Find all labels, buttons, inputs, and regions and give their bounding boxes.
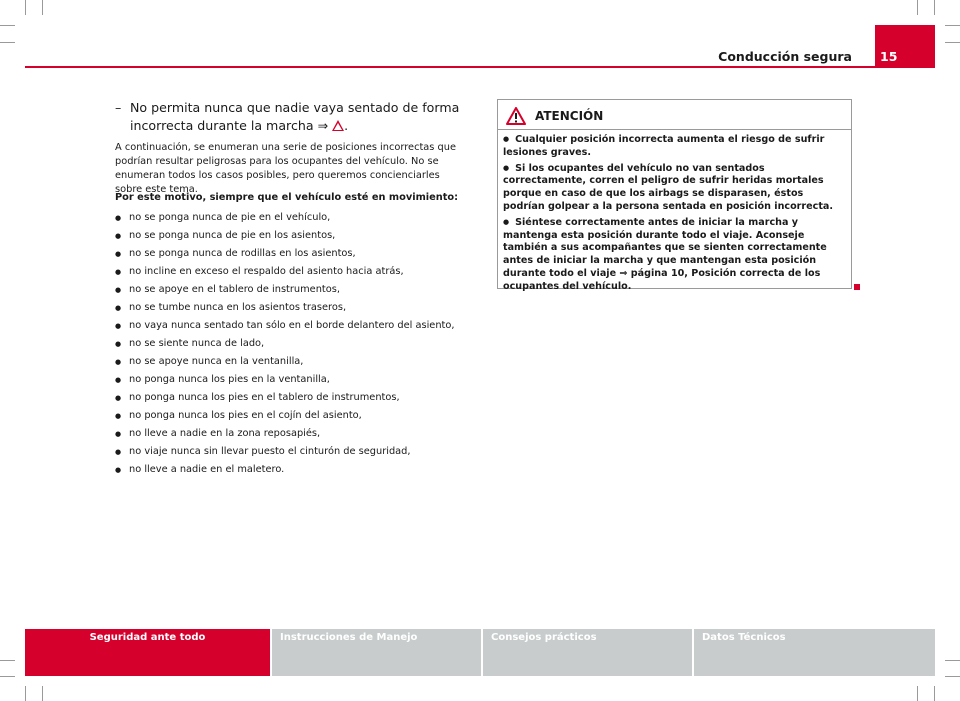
list-item: ● no se ponga nunca de pie en el vehículo, — [115, 209, 465, 227]
footer-navigation — [25, 629, 935, 676]
crop-mark — [0, 660, 15, 661]
crop-mark — [0, 676, 15, 677]
tab-seguridad[interactable] — [25, 629, 270, 676]
warning-box — [497, 99, 852, 292]
list-item: ● no lleve a nadie en el maletero. — [115, 461, 465, 479]
warning-item-text: Si los ocupantes del vehículo no van sentados correctamente, corren el peligro de sufrir heridas mortales porque en caso de que los airbags se disparasen, éstos podrían golpear a la persona sentada en posición incorrecta. — [503, 162, 834, 212]
position-list — [115, 209, 465, 479]
bullet-icon: ● — [503, 135, 510, 143]
crop-mark — [42, 0, 43, 15]
warning-item-text: Siéntese correctamente antes de iniciar la marcha y mantenga esta posición durante todo el viaje. Aconseje también a sus acompañantes que se sienten correctamente antes de iniciar la marcha y que mantengan esta posición durante todo el viaje ⇒ página 10, Posición correcta de los ocupantes del vehículo. — [503, 216, 827, 292]
list-item: ● no vaya nunca sentado tan sólo en el borde delantero del asiento, — [115, 317, 465, 335]
crop-mark — [0, 25, 15, 26]
list-item: ● no viaje nunca sin llevar puesto el cinturón de seguridad, — [115, 443, 465, 461]
crop-mark — [934, 0, 935, 15]
tab-datos[interactable] — [694, 629, 935, 676]
tab-label: Instrucciones de Manejo — [280, 632, 418, 643]
crop-mark — [934, 686, 935, 701]
warning-item-text: Cualquier posición incorrecta aumenta el riesgo de sufrir lesiones graves. — [503, 134, 825, 158]
page-number: 15 — [880, 49, 898, 64]
warning-triangle-icon — [506, 107, 526, 125]
list-item: ● no se tumbe nunca en los asientos traseros, — [115, 299, 465, 317]
list-item: ● no se ponga nunca de rodillas en los asientos, — [115, 245, 465, 263]
crop-mark — [25, 0, 26, 15]
crop-mark — [0, 42, 15, 43]
section-end-marker — [854, 284, 860, 290]
tab-label: Datos Técnicos — [702, 632, 786, 643]
dash-item-text: No permita nunca que nadie vaya sentado de forma incorrecta durante la marcha ⇒ — [130, 100, 460, 133]
list-heading: Por este motivo, siempre que el vehículo esté en movimiento: — [115, 192, 459, 203]
list-item: ● no lleve a nadie en la zona reposapiés, — [115, 425, 465, 443]
tab-consejos[interactable] — [483, 629, 692, 676]
warning-item — [503, 133, 848, 160]
list-item: ● no incline en exceso el respaldo del asiento hacia atrás, — [115, 263, 465, 281]
crop-mark — [945, 676, 960, 677]
dash-item-suffix: . — [344, 117, 349, 133]
warning-list — [503, 133, 848, 296]
intro-paragraph: A continuación, se enumeran una serie de posiciones incorrectas que podrían resultar peligrosas para los ocupantes del vehículo. No se enumeran todos los casos posibles, pero queremos concienciarles sobre este tema. — [115, 142, 456, 195]
warning-header — [498, 100, 851, 130]
list-item: ● no se apoye en el tablero de instrumentos, — [115, 281, 465, 299]
dash-item — [115, 99, 465, 134]
crop-mark — [42, 686, 43, 701]
warning-title: ATENCIÓN — [535, 109, 604, 123]
tab-instrucciones[interactable] — [272, 629, 481, 676]
list-item: ● no ponga nunca los pies en el cojín del asiento, — [115, 407, 465, 425]
dash-marker: – — [115, 100, 122, 115]
crop-mark — [917, 0, 918, 15]
bullet-icon: ● — [503, 217, 510, 226]
list-item: ● no se apoye nunca en la ventanilla, — [115, 353, 465, 371]
crop-mark — [945, 660, 960, 661]
crop-mark — [945, 42, 960, 43]
crop-mark — [945, 25, 960, 26]
warning-item — [503, 216, 848, 294]
bullet-icon: ● — [503, 163, 510, 172]
crop-mark — [25, 686, 26, 701]
tab-label: Consejos prácticos — [491, 632, 597, 643]
list-item: ● no se siente nunca de lado, — [115, 335, 465, 353]
list-item: ● no se ponga nunca de pie en los asientos, — [115, 227, 465, 245]
page-title: Conducción segura — [718, 49, 852, 64]
warning-triangle-icon[interactable] — [332, 120, 344, 131]
crop-mark — [917, 686, 918, 701]
header-rule — [25, 66, 935, 68]
warning-item — [503, 162, 848, 214]
tab-label: Seguridad ante todo — [89, 632, 206, 643]
list-item: ● no ponga nunca los pies en la ventanilla, — [115, 371, 465, 389]
list-item: ● no ponga nunca los pies en el tablero de instrumentos, — [115, 389, 465, 407]
